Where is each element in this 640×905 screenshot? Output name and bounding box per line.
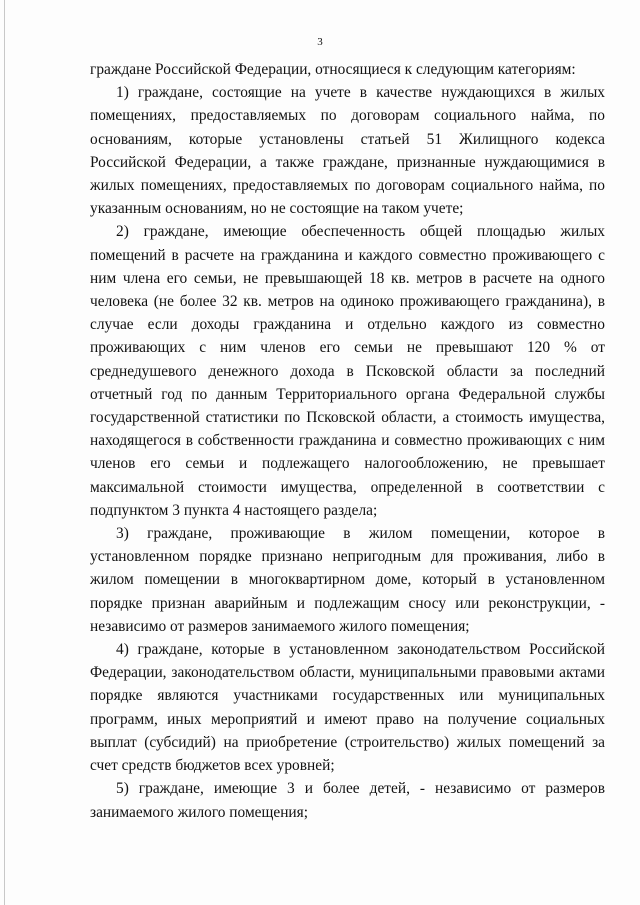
list-item-3: 3) граждане, проживающие в жилом помещении, которое в установленном порядке признано непригодным для проживания, либо в жилом помещении в многоквартирном доме, который в установленном порядке признан аварийным и подлежащим сносу или реконструкции, - независимо от размеров занимаемого жилого помещения; — [90, 525, 605, 635]
list-item-5: 5) граждане, имеющие 3 и более детей, - независимо от размеров занимаемого жилого помещения; — [90, 780, 605, 821]
scan-edge-line — [4, 0, 5, 905]
list-item-1: 1) граждане, состоящие на учете в качестве нуждающихся в жилых помещениях, предоставляемых по договорам социального найма, по основаниям, которые установлены статьей 51 Жилищного кодекса Российской Федерации, а также граждане, признанные нуждающимися в жилых помещениях, предоставляемых по договорам социального найма, по указанным основаниям, но не состоящие на таком учете; — [90, 84, 605, 218]
intro-paragraph: граждане Российской Федерации, относящиеся к следующим категориям: — [90, 61, 576, 78]
list-item-2: 2) граждане, имеющие обеспеченность общей площадью жилых помещений в расчете на гражданина и каждого совместно проживающего с ним члена его семьи, не превышающей 18 кв. метров в расчете на одного человека (не более 32 кв. метров на одиноко проживающего гражданина), в случае если доходы гражданина и отдельно каждого из совместно проживающих с ним членов его семьи не превышают 120 % от среднедушевого денежного дохода в Псковской области за последний отчетный год по данным Территориального органа Федеральной службы государственной статистики по Псковской области, а стоимость имущества, находящегося в собственности гражданина и совместно проживающих с ним членов его семьи и подлежащего налогообложению, не превышает максимальной стоимости имущества, определенной в соответствии с подпунктом 3 пункта 4 настоящего раздела; — [90, 223, 605, 519]
list-item-4: 4) граждане, которые в установленном законодательством Российской Федерации, законодательством области, муниципальными правовыми актами порядке являются участниками государственных или муниципальных программ, иных мероприятий и имеют право на получение социальных выплат (субсидий) на приобретение (строительство) жилых помещений за счет средств бюджетов всех уровней; — [90, 641, 605, 775]
document-body — [90, 58, 605, 824]
page-number: 3 — [317, 36, 323, 48]
